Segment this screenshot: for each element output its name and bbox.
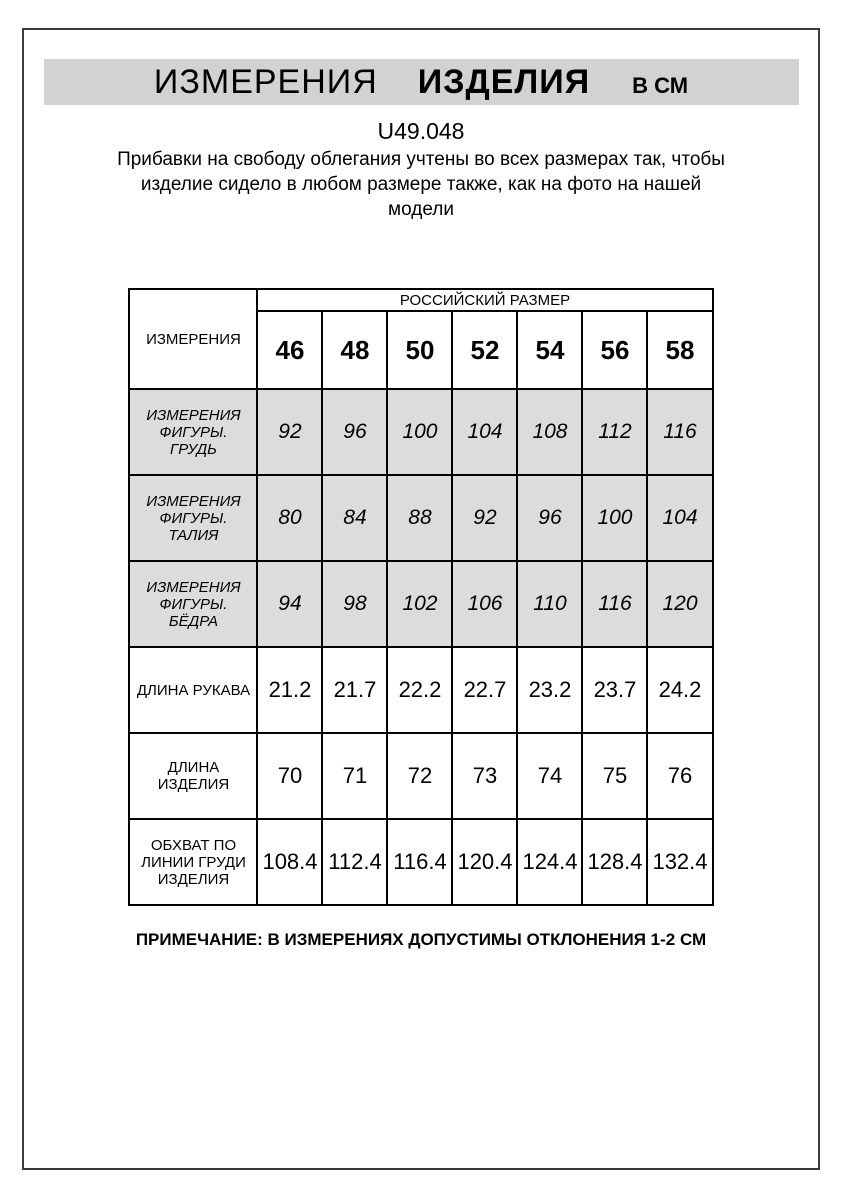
table-row bbox=[129, 819, 712, 905]
value-cell: 23.7 bbox=[582, 647, 647, 733]
value-cell: 92 bbox=[452, 475, 517, 561]
value-cell: 102 bbox=[387, 561, 452, 647]
value-cell: 96 bbox=[517, 475, 582, 561]
value-cell: 22.2 bbox=[387, 647, 452, 733]
value-cell: 76 bbox=[647, 733, 712, 819]
row-label: ДЛИНА ИЗДЕЛИЯ bbox=[129, 733, 257, 819]
value-cell: 112 bbox=[582, 389, 647, 475]
table-header-group-row bbox=[129, 289, 712, 311]
size-cell: 46 bbox=[257, 311, 322, 389]
value-cell: 104 bbox=[647, 475, 712, 561]
value-cell: 104 bbox=[452, 389, 517, 475]
size-cell: 56 bbox=[582, 311, 647, 389]
value-cell: 88 bbox=[387, 475, 452, 561]
value-cell: 106 bbox=[452, 561, 517, 647]
value-cell: 92 bbox=[257, 389, 322, 475]
value-cell: 100 bbox=[387, 389, 452, 475]
value-cell: 70 bbox=[257, 733, 322, 819]
value-cell: 94 bbox=[257, 561, 322, 647]
title-measurements: ИЗМЕРЕНИЯ bbox=[153, 63, 378, 101]
row-label: ИЗМЕРЕНИЯ ФИГУРЫ. ТАЛИЯ bbox=[129, 475, 257, 561]
row-label: ИЗМЕРЕНИЯ ФИГУРЫ. БЁДРА bbox=[129, 561, 257, 647]
value-cell: 100 bbox=[582, 475, 647, 561]
value-cell: 21.2 bbox=[257, 647, 322, 733]
corner-label: ИЗМЕРЕНИЯ bbox=[129, 289, 257, 389]
value-cell: 98 bbox=[322, 561, 387, 647]
table-row bbox=[129, 733, 712, 819]
value-cell: 116 bbox=[582, 561, 647, 647]
value-cell: 84 bbox=[322, 475, 387, 561]
size-cell: 58 bbox=[647, 311, 712, 389]
value-cell: 21.7 bbox=[322, 647, 387, 733]
value-cell: 112.4 bbox=[322, 819, 387, 905]
value-cell: 110 bbox=[517, 561, 582, 647]
row-label: ИЗМЕРЕНИЯ ФИГУРЫ. ГРУДЬ bbox=[129, 389, 257, 475]
size-cell: 52 bbox=[452, 311, 517, 389]
value-cell: 75 bbox=[582, 733, 647, 819]
row-label: ОБХВАТ ПО ЛИНИИ ГРУДИ ИЗДЕЛИЯ bbox=[129, 819, 257, 905]
value-cell: 23.2 bbox=[517, 647, 582, 733]
value-cell: 73 bbox=[452, 733, 517, 819]
value-cell: 120 bbox=[647, 561, 712, 647]
value-cell: 116 bbox=[647, 389, 712, 475]
value-cell: 72 bbox=[387, 733, 452, 819]
table-row bbox=[129, 389, 712, 475]
value-cell: 108 bbox=[517, 389, 582, 475]
value-cell: 132.4 bbox=[647, 819, 712, 905]
size-group-label: РОССИЙСКИЙ РАЗМЕР bbox=[257, 289, 712, 311]
table-row bbox=[129, 561, 712, 647]
size-cell: 50 bbox=[387, 311, 452, 389]
value-cell: 96 bbox=[322, 389, 387, 475]
value-cell: 74 bbox=[517, 733, 582, 819]
table-row bbox=[129, 475, 712, 561]
size-cell: 54 bbox=[517, 311, 582, 389]
product-description: Прибавки на свободу облегания учтены во всех размерах так, чтобы изделие сидело в любом размере также, как на фото на нашей модели bbox=[117, 149, 725, 220]
note-text: ПРИМЕЧАНИЕ: В ИЗМЕРЕНИЯХ ДОПУСТИМЫ ОТКЛОНЕНИЯ 1-2 СМ bbox=[135, 930, 707, 949]
title-bar bbox=[44, 59, 799, 105]
value-cell: 116.4 bbox=[387, 819, 452, 905]
size-cell: 48 bbox=[322, 311, 387, 389]
value-cell: 80 bbox=[257, 475, 322, 561]
title-units: В СМ bbox=[632, 73, 689, 98]
table-row bbox=[129, 647, 712, 733]
product-code: U49.048 bbox=[377, 118, 465, 144]
value-cell: 120.4 bbox=[452, 819, 517, 905]
row-label: ДЛИНА РУКАВА bbox=[129, 647, 257, 733]
value-cell: 24.2 bbox=[647, 647, 712, 733]
size-table bbox=[128, 288, 713, 906]
title-product: ИЗДЕЛИЯ bbox=[417, 63, 591, 101]
document-page bbox=[22, 28, 820, 1170]
value-cell: 108.4 bbox=[257, 819, 322, 905]
value-cell: 71 bbox=[322, 733, 387, 819]
value-cell: 22.7 bbox=[452, 647, 517, 733]
value-cell: 128.4 bbox=[582, 819, 647, 905]
value-cell: 124.4 bbox=[517, 819, 582, 905]
